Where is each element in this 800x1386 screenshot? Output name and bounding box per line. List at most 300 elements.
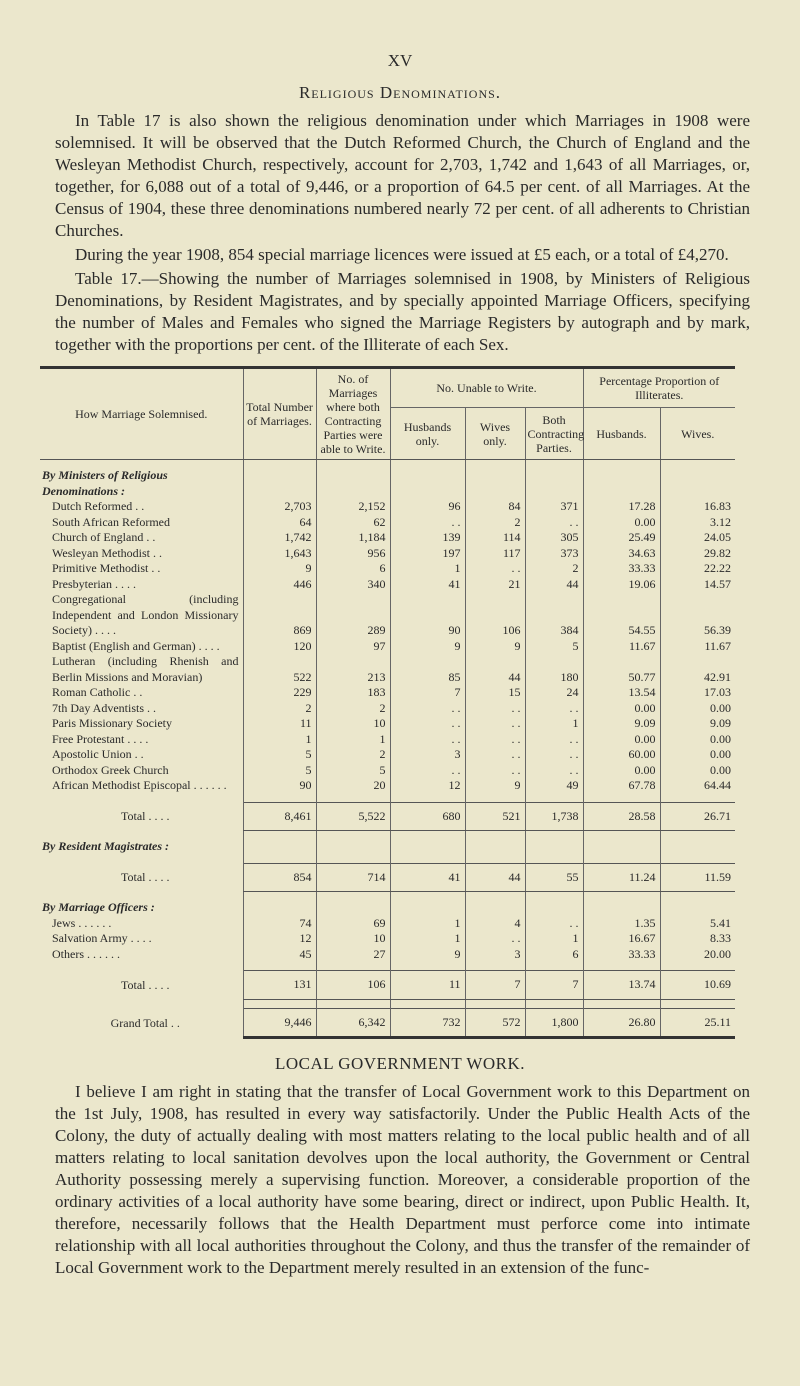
cell-both-write: 1 bbox=[316, 732, 390, 748]
subsection-title: LOCAL GOVERNMENT WORK. bbox=[274, 1054, 526, 1073]
row-label: Presbyterian . . . . bbox=[52, 576, 136, 591]
cell-pct-husbands: 11.24 bbox=[583, 863, 660, 892]
cell-both-parties: 305 bbox=[525, 530, 583, 546]
cell-pct-wives: 22.22 bbox=[660, 561, 735, 577]
cell-husbands-only: . . bbox=[390, 701, 465, 717]
row-label: Total . . . . bbox=[121, 809, 170, 823]
cell-wives-only: . . bbox=[465, 561, 525, 577]
cell-pct-wives: 20.00 bbox=[660, 947, 735, 963]
cell-both-write: 956 bbox=[316, 546, 390, 562]
cell-pct-wives: 64.44 bbox=[660, 778, 735, 794]
total-row bbox=[40, 863, 735, 892]
cell-pct-wives: 3.12 bbox=[660, 515, 735, 531]
row-label: By Ministers of Religious Denominations : bbox=[42, 468, 168, 498]
header-how: How Marriage Solemnised. bbox=[40, 368, 243, 460]
table-row bbox=[40, 546, 735, 562]
cell-both-parties: . . bbox=[525, 701, 583, 717]
cell-pct-wives: 11.59 bbox=[660, 863, 735, 892]
gap-cell bbox=[465, 999, 525, 1008]
gap-cell bbox=[316, 855, 390, 864]
cell-total: 1,742 bbox=[243, 530, 316, 546]
cell-total: 45 bbox=[243, 947, 316, 963]
cell-both-parties: 6 bbox=[525, 947, 583, 963]
cell-pct-husbands: 0.00 bbox=[583, 515, 660, 531]
cell-both-parties: 371 bbox=[525, 499, 583, 515]
row-label: African Methodist Episcopal . . . . . . bbox=[52, 778, 227, 792]
cell-total: 522 bbox=[243, 654, 316, 685]
cell-total: 12 bbox=[243, 931, 316, 947]
header-unable: No. Unable to Write. bbox=[390, 368, 583, 408]
cell-wives-only: 84 bbox=[465, 499, 525, 515]
cell-both-write: 10 bbox=[316, 716, 390, 732]
group-header-row bbox=[40, 468, 735, 499]
table-row bbox=[40, 747, 735, 763]
cell-both-parties: 5 bbox=[525, 639, 583, 655]
cell-both-write bbox=[316, 900, 390, 916]
cell-both-parties: 384 bbox=[525, 592, 583, 639]
cell-pct-husbands: 26.80 bbox=[583, 1008, 660, 1038]
header-both-write: No. of Marriages where both Contracting Parties were able to Write. bbox=[316, 368, 390, 460]
cell-husbands-only: 9 bbox=[390, 947, 465, 963]
gap-cell bbox=[583, 831, 660, 840]
cell-pct-husbands bbox=[583, 468, 660, 499]
cell-husbands-only: . . bbox=[390, 515, 465, 531]
cell-total: 1,643 bbox=[243, 546, 316, 562]
cell-pct-wives: 24.05 bbox=[660, 530, 735, 546]
cell-total bbox=[243, 900, 316, 916]
gap-cell bbox=[243, 999, 316, 1008]
cell-wives-only: 44 bbox=[465, 863, 525, 892]
cell-pct-husbands: 33.33 bbox=[583, 561, 660, 577]
row-label: By Marriage Officers : bbox=[42, 900, 155, 914]
cell-both-write: 183 bbox=[316, 685, 390, 701]
cell-pct-husbands: 11.67 bbox=[583, 639, 660, 655]
gap-cell bbox=[390, 831, 465, 840]
gap-cell bbox=[40, 999, 243, 1008]
table-row-gap bbox=[40, 460, 735, 469]
group-header-row bbox=[40, 900, 735, 916]
cell-both-parties: 2 bbox=[525, 561, 583, 577]
gap-cell bbox=[390, 999, 465, 1008]
cell-total: 9 bbox=[243, 561, 316, 577]
total-row bbox=[40, 802, 735, 831]
cell-pct-husbands: 9.09 bbox=[583, 716, 660, 732]
table-row bbox=[40, 931, 735, 947]
table-row bbox=[40, 732, 735, 748]
cell-both-write: 1,184 bbox=[316, 530, 390, 546]
cell-both-parties: 1 bbox=[525, 716, 583, 732]
cell-pct-husbands: 54.55 bbox=[583, 592, 660, 639]
cell-wives-only: 15 bbox=[465, 685, 525, 701]
row-label: Baptist (English and German) . . . . bbox=[52, 638, 220, 653]
gap-cell bbox=[525, 962, 583, 971]
cell-wives-only: . . bbox=[465, 931, 525, 947]
cell-wives-only: 9 bbox=[465, 778, 525, 794]
cell-pct-husbands: 0.00 bbox=[583, 763, 660, 779]
cell-wives-only: 117 bbox=[465, 546, 525, 562]
gap-cell bbox=[316, 962, 390, 971]
gap-cell bbox=[40, 892, 243, 901]
gap-cell bbox=[465, 460, 525, 469]
gap-cell bbox=[525, 855, 583, 864]
cell-pct-wives: 5.41 bbox=[660, 916, 735, 932]
cell-both-parties bbox=[525, 839, 583, 855]
gap-cell bbox=[390, 794, 465, 803]
cell-husbands-only: 11 bbox=[390, 971, 465, 1000]
row-label: Lutheran (including Rhenish and Berlin Missions and Moravian) bbox=[52, 654, 239, 684]
cell-both-parties: 180 bbox=[525, 654, 583, 685]
cell-both-parties: 55 bbox=[525, 863, 583, 892]
cell-pct-husbands: 0.00 bbox=[583, 701, 660, 717]
gap-cell bbox=[660, 892, 735, 901]
gap-cell bbox=[660, 962, 735, 971]
cell-pct-wives: 17.03 bbox=[660, 685, 735, 701]
gap-cell bbox=[583, 460, 660, 469]
cell-pct-husbands: 67.78 bbox=[583, 778, 660, 794]
cell-husbands-only: 1 bbox=[390, 561, 465, 577]
cell-pct-wives bbox=[660, 468, 735, 499]
cell-wives-only: 9 bbox=[465, 639, 525, 655]
cell-pct-husbands: 19.06 bbox=[583, 577, 660, 593]
cell-wives-only bbox=[465, 468, 525, 499]
cell-pct-wives: 0.00 bbox=[660, 732, 735, 748]
row-label: Roman Catholic . . bbox=[52, 685, 143, 699]
cell-pct-wives: 11.67 bbox=[660, 639, 735, 655]
cell-total: 74 bbox=[243, 916, 316, 932]
gap-cell bbox=[660, 999, 735, 1008]
gap-cell bbox=[660, 460, 735, 469]
table-row bbox=[40, 947, 735, 963]
cell-both-write: 2 bbox=[316, 701, 390, 717]
cell-husbands-only: . . bbox=[390, 763, 465, 779]
cell-husbands-only: 197 bbox=[390, 546, 465, 562]
row-label: Others . . . . . . bbox=[52, 946, 120, 961]
cell-pct-wives: 14.57 bbox=[660, 577, 735, 593]
cell-wives-only: 106 bbox=[465, 592, 525, 639]
gap-cell bbox=[390, 962, 465, 971]
table-row bbox=[40, 654, 735, 685]
cell-total: 2 bbox=[243, 701, 316, 717]
cell-both-write: 27 bbox=[316, 947, 390, 963]
table-row-gap bbox=[40, 892, 735, 901]
header-wives-only: Wives only. bbox=[465, 408, 525, 460]
gap-cell bbox=[40, 962, 243, 971]
gap-cell bbox=[525, 831, 583, 840]
table-row bbox=[40, 716, 735, 732]
gap-cell bbox=[525, 892, 583, 901]
row-label: Dutch Reformed . . bbox=[52, 499, 145, 513]
cell-wives-only: 2 bbox=[465, 515, 525, 531]
cell-both-parties: 49 bbox=[525, 778, 583, 794]
cell-both-parties: 44 bbox=[525, 577, 583, 593]
cell-pct-wives: 0.00 bbox=[660, 747, 735, 763]
gap-cell bbox=[243, 892, 316, 901]
cell-wives-only: 7 bbox=[465, 971, 525, 1000]
cell-both-parties: . . bbox=[525, 732, 583, 748]
cell-pct-wives: 0.00 bbox=[660, 701, 735, 717]
cell-both-parties: . . bbox=[525, 763, 583, 779]
cell-wives-only: 3 bbox=[465, 947, 525, 963]
gap-cell bbox=[660, 794, 735, 803]
cell-pct-husbands: 33.33 bbox=[583, 947, 660, 963]
gap-cell bbox=[525, 460, 583, 469]
table-row bbox=[40, 561, 735, 577]
gap-cell bbox=[660, 831, 735, 840]
row-label: Church of England . . bbox=[52, 530, 156, 544]
cell-both-write: 97 bbox=[316, 639, 390, 655]
group-header-row bbox=[40, 839, 735, 855]
cell-pct-wives bbox=[660, 839, 735, 855]
cell-total: 2,703 bbox=[243, 499, 316, 515]
cell-husbands-only: 9 bbox=[390, 639, 465, 655]
cell-pct-wives: 10.69 bbox=[660, 971, 735, 1000]
cell-husbands-only: 96 bbox=[390, 499, 465, 515]
cell-pct-wives: 29.82 bbox=[660, 546, 735, 562]
table-row-gap bbox=[40, 962, 735, 971]
cell-wives-only: . . bbox=[465, 701, 525, 717]
cell-husbands-only bbox=[390, 839, 465, 855]
cell-total: 854 bbox=[243, 863, 316, 892]
cell-total: 869 bbox=[243, 592, 316, 639]
gap-cell bbox=[316, 999, 390, 1008]
gap-cell bbox=[465, 855, 525, 864]
gap-cell bbox=[583, 794, 660, 803]
cell-both-write: 213 bbox=[316, 654, 390, 685]
cell-pct-husbands bbox=[583, 900, 660, 916]
row-label: Free Protestant . . . . bbox=[52, 731, 149, 746]
cell-husbands-only: 1 bbox=[390, 931, 465, 947]
cell-husbands-only: . . bbox=[390, 732, 465, 748]
row-label: Wesleyan Methodist . . bbox=[52, 545, 163, 560]
cell-both-write: 714 bbox=[316, 863, 390, 892]
gap-cell bbox=[465, 962, 525, 971]
cell-both-write: 6,342 bbox=[316, 1008, 390, 1038]
row-label: Grand Total . . bbox=[110, 1016, 180, 1030]
cell-pct-husbands: 50.77 bbox=[583, 654, 660, 685]
row-label: By Resident Magistrates : bbox=[42, 839, 170, 853]
cell-husbands-only bbox=[390, 468, 465, 499]
cell-wives-only: 44 bbox=[465, 654, 525, 685]
table-row bbox=[40, 515, 735, 531]
cell-wives-only: 4 bbox=[465, 916, 525, 932]
cell-pct-husbands: 16.67 bbox=[583, 931, 660, 947]
row-label: Total . . . . bbox=[121, 870, 170, 884]
cell-both-parties: . . bbox=[525, 515, 583, 531]
paragraph-intro: In Table 17 is also shown the religious denomination under which Marriages in 1908 were solemnised. It will be observed that the Dutch Reformed Church, the Church of England and the Wesleyan Methodist Church, respectively, account for 2,703, 1,742 and 1,643 of all Marriages, or, together, for 6,088 out of a total of 9,446, or a proportion of 64.5 per cent. of all Marriages. At the Census of 1904, these three denominations numbered nearly 72 per cent. of all adherents to Christian Churches. bbox=[55, 111, 750, 240]
cell-total: 11 bbox=[243, 716, 316, 732]
cell-husbands-only: 41 bbox=[390, 577, 465, 593]
gap-cell bbox=[390, 892, 465, 901]
gap-cell bbox=[525, 999, 583, 1008]
header-pct: Percentage Proportion of Illiterates. bbox=[583, 368, 735, 408]
cell-both-write: 6 bbox=[316, 561, 390, 577]
cell-total: 5 bbox=[243, 747, 316, 763]
cell-husbands-only: 732 bbox=[390, 1008, 465, 1038]
cell-husbands-only: 41 bbox=[390, 863, 465, 892]
cell-both-write: 69 bbox=[316, 916, 390, 932]
cell-husbands-only: 3 bbox=[390, 747, 465, 763]
cell-total: 8,461 bbox=[243, 802, 316, 831]
row-label: Paris Missionary Society bbox=[52, 716, 172, 730]
header-total: Total Number of Marriages. bbox=[243, 368, 316, 460]
row-label: Congregational (including Independent and London Missionary Society) . . . . bbox=[52, 592, 239, 637]
cell-both-write: 340 bbox=[316, 577, 390, 593]
cell-both-parties: . . bbox=[525, 747, 583, 763]
total-row bbox=[40, 971, 735, 1000]
gap-cell bbox=[465, 831, 525, 840]
header-husbands-only: Husbands only. bbox=[390, 408, 465, 460]
gap-cell bbox=[525, 794, 583, 803]
gap-cell bbox=[316, 460, 390, 469]
cell-pct-husbands: 1.35 bbox=[583, 916, 660, 932]
cell-pct-wives: 0.00 bbox=[660, 763, 735, 779]
cell-both-write: 62 bbox=[316, 515, 390, 531]
cell-wives-only: . . bbox=[465, 732, 525, 748]
table-row bbox=[40, 530, 735, 546]
row-label: Salvation Army . . . . bbox=[52, 931, 152, 945]
gap-cell bbox=[465, 892, 525, 901]
table-caption: Table 17.—Showing the number of Marriages solemnised in 1908, by Ministers of Religious Denominations, by Resident Magistrates, and by specially appointed Marriage Officers, specifying the number of Males and Females who signed the Marriage Registers by autograph and by mark, together with the proportions per cent. of the Illiterate of each Sex. bbox=[55, 269, 750, 354]
gap-cell bbox=[40, 460, 243, 469]
table-row bbox=[40, 499, 735, 515]
gap-cell bbox=[583, 855, 660, 864]
table-row-gap bbox=[40, 855, 735, 864]
table-row bbox=[40, 639, 735, 655]
cell-husbands-only: 1 bbox=[390, 916, 465, 932]
cell-total: 446 bbox=[243, 577, 316, 593]
marriages-table bbox=[40, 366, 735, 1039]
cell-pct-wives: 16.83 bbox=[660, 499, 735, 515]
gap-cell bbox=[243, 855, 316, 864]
cell-both-write: 10 bbox=[316, 931, 390, 947]
cell-pct-wives: 56.39 bbox=[660, 592, 735, 639]
cell-total: 5 bbox=[243, 763, 316, 779]
cell-husbands-only: 12 bbox=[390, 778, 465, 794]
cell-both-write bbox=[316, 839, 390, 855]
gap-cell bbox=[316, 794, 390, 803]
cell-both-write: 2,152 bbox=[316, 499, 390, 515]
cell-both-write: 289 bbox=[316, 592, 390, 639]
cell-both-write: 5,522 bbox=[316, 802, 390, 831]
cell-pct-husbands bbox=[583, 839, 660, 855]
gap-cell bbox=[316, 831, 390, 840]
gap-cell bbox=[243, 460, 316, 469]
cell-wives-only: 572 bbox=[465, 1008, 525, 1038]
cell-wives-only: 521 bbox=[465, 802, 525, 831]
gap-cell bbox=[40, 794, 243, 803]
table-row bbox=[40, 916, 735, 932]
gap-cell bbox=[243, 794, 316, 803]
row-label: South African Reformed bbox=[52, 514, 170, 529]
cell-pct-husbands: 25.49 bbox=[583, 530, 660, 546]
cell-both-write: 106 bbox=[316, 971, 390, 1000]
cell-wives-only: 21 bbox=[465, 577, 525, 593]
cell-both-parties bbox=[525, 900, 583, 916]
cell-pct-husbands: 17.28 bbox=[583, 499, 660, 515]
table-row bbox=[40, 592, 735, 639]
table-row bbox=[40, 701, 735, 717]
gap-cell bbox=[390, 460, 465, 469]
table-row-gap bbox=[40, 794, 735, 803]
cell-husbands-only: 90 bbox=[390, 592, 465, 639]
section-title: Religious Denominations. bbox=[298, 83, 502, 102]
header-pct-husbands: Husbands. bbox=[583, 408, 660, 460]
row-label: Primitive Methodist . . bbox=[52, 561, 161, 575]
cell-pct-husbands: 34.63 bbox=[583, 546, 660, 562]
gap-cell bbox=[583, 892, 660, 901]
cell-pct-wives: 25.11 bbox=[660, 1008, 735, 1038]
cell-wives-only: 114 bbox=[465, 530, 525, 546]
cell-husbands-only: 7 bbox=[390, 685, 465, 701]
cell-both-parties: . . bbox=[525, 916, 583, 932]
gap-cell bbox=[390, 855, 465, 864]
gap-cell bbox=[40, 831, 243, 840]
table-row-gap bbox=[40, 999, 735, 1008]
cell-pct-husbands: 28.58 bbox=[583, 802, 660, 831]
row-label: 7th Day Adventists . . bbox=[52, 700, 156, 715]
cell-both-parties: 24 bbox=[525, 685, 583, 701]
table-row bbox=[40, 778, 735, 794]
cell-husbands-only: 680 bbox=[390, 802, 465, 831]
cell-total: 120 bbox=[243, 639, 316, 655]
cell-husbands-only: . . bbox=[390, 716, 465, 732]
page-number: XV bbox=[387, 51, 413, 70]
gap-cell bbox=[583, 999, 660, 1008]
cell-pct-wives: 9.09 bbox=[660, 716, 735, 732]
cell-both-parties: 1,738 bbox=[525, 802, 583, 831]
table-row bbox=[40, 763, 735, 779]
cell-total: 9,446 bbox=[243, 1008, 316, 1038]
cell-wives-only: . . bbox=[465, 763, 525, 779]
cell-both-parties: 373 bbox=[525, 546, 583, 562]
cell-total: 64 bbox=[243, 515, 316, 531]
row-label: Total . . . . bbox=[121, 977, 170, 992]
cell-pct-husbands: 60.00 bbox=[583, 747, 660, 763]
gap-cell bbox=[660, 855, 735, 864]
cell-wives-only bbox=[465, 839, 525, 855]
cell-both-parties: 7 bbox=[525, 971, 583, 1000]
cell-both-write bbox=[316, 468, 390, 499]
cell-total: 1 bbox=[243, 732, 316, 748]
cell-both-parties: 1 bbox=[525, 931, 583, 947]
cell-total: 90 bbox=[243, 778, 316, 794]
header-pct-wives: Wives. bbox=[660, 408, 735, 460]
cell-husbands-only: 85 bbox=[390, 654, 465, 685]
table-row bbox=[40, 685, 735, 701]
gap-cell bbox=[40, 855, 243, 864]
total-row bbox=[40, 1008, 735, 1038]
cell-total: 131 bbox=[243, 971, 316, 1000]
cell-wives-only: . . bbox=[465, 747, 525, 763]
gap-cell bbox=[583, 962, 660, 971]
cell-both-write: 5 bbox=[316, 763, 390, 779]
gap-cell bbox=[465, 794, 525, 803]
cell-total: 229 bbox=[243, 685, 316, 701]
table-row bbox=[40, 577, 735, 593]
cell-both-parties: 1,800 bbox=[525, 1008, 583, 1038]
cell-both-write: 20 bbox=[316, 778, 390, 794]
cell-pct-wives bbox=[660, 900, 735, 916]
paragraph-local-government: I believe I am right in stating that the transfer of Local Government work to this Department on the 1st July, 1908, has resulted in every way satisfactorily. Under the Public Health Acts of the Colony, the duty of actually dealing with most matters relating to the local public health and of all matters relating to local sanitation devolves upon the local authority, the Government or Central Authority possessing merely a supervising function. Moreover, a considerable proportion of the ordinary activities of a local authority have some bearing, direct or indirect, upon Public Health. It, therefore, necessarily follows that the Health Department must perforce come into intimate relationship with all local authorities throughout the Colony, and thus the transfer of the remainder of Local Government work to the Department merely resulted in an extension of the func- bbox=[55, 1082, 750, 1277]
row-label: Jews . . . . . . bbox=[52, 915, 112, 930]
gap-cell bbox=[243, 831, 316, 840]
table-row-gap bbox=[40, 831, 735, 840]
cell-both-parties bbox=[525, 468, 583, 499]
header-both-parties: Both Contracting Parties. bbox=[525, 408, 583, 460]
cell-total bbox=[243, 468, 316, 499]
gap-cell bbox=[243, 962, 316, 971]
cell-both-write: 2 bbox=[316, 747, 390, 763]
